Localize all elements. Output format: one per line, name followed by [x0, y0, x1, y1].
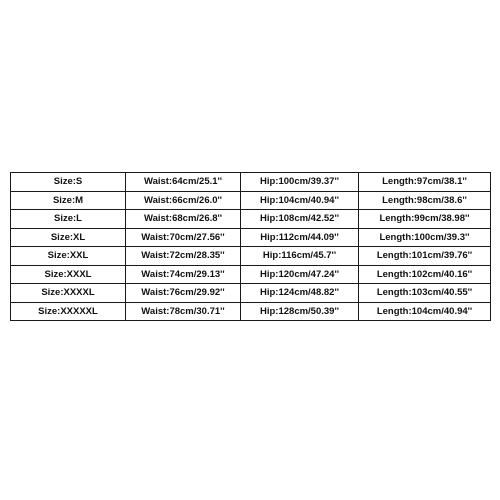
length-cell: Length:100cm/39.3'' — [359, 228, 491, 247]
hip-cell: Hip:116cm/45.7'' — [241, 247, 359, 266]
length-cell: Length:97cm/38.1'' — [359, 173, 491, 192]
hip-cell: Hip:104cm/40.94'' — [241, 191, 359, 210]
table-row — [11, 210, 491, 229]
waist-cell: Waist:64cm/25.1'' — [126, 173, 241, 192]
length-cell: Length:98cm/38.6'' — [359, 191, 491, 210]
size-chart-body — [11, 173, 491, 321]
waist-cell: Waist:76cm/29.92'' — [126, 284, 241, 303]
length-cell: Length:101cm/39.76'' — [359, 247, 491, 266]
size-chart-table — [10, 172, 491, 321]
size-cell: Size:XXXL — [11, 265, 126, 284]
table-row — [11, 247, 491, 266]
table-row — [11, 265, 491, 284]
table-row — [11, 284, 491, 303]
waist-cell: Waist:68cm/26.8'' — [126, 210, 241, 229]
hip-cell: Hip:100cm/39.37'' — [241, 173, 359, 192]
length-cell: Length:103cm/40.55'' — [359, 284, 491, 303]
length-cell: Length:99cm/38.98'' — [359, 210, 491, 229]
size-cell: Size:XXXXXL — [11, 302, 126, 321]
hip-cell: Hip:124cm/48.82'' — [241, 284, 359, 303]
waist-cell: Waist:74cm/29.13'' — [126, 265, 241, 284]
size-cell: Size:L — [11, 210, 126, 229]
size-cell: Size:XXL — [11, 247, 126, 266]
waist-cell: Waist:72cm/28.35'' — [126, 247, 241, 266]
hip-cell: Hip:120cm/47.24'' — [241, 265, 359, 284]
hip-cell: Hip:112cm/44.09'' — [241, 228, 359, 247]
table-row — [11, 191, 491, 210]
table-row — [11, 228, 491, 247]
size-cell: Size:XL — [11, 228, 126, 247]
length-cell: Length:102cm/40.16'' — [359, 265, 491, 284]
table-row — [11, 302, 491, 321]
table-row — [11, 173, 491, 192]
size-cell: Size:M — [11, 191, 126, 210]
hip-cell: Hip:108cm/42.52'' — [241, 210, 359, 229]
size-cell: Size:XXXXL — [11, 284, 126, 303]
waist-cell: Waist:66cm/26.0'' — [126, 191, 241, 210]
waist-cell: Waist:70cm/27.56'' — [126, 228, 241, 247]
waist-cell: Waist:78cm/30.71'' — [126, 302, 241, 321]
size-cell: Size:S — [11, 173, 126, 192]
hip-cell: Hip:128cm/50.39'' — [241, 302, 359, 321]
length-cell: Length:104cm/40.94'' — [359, 302, 491, 321]
